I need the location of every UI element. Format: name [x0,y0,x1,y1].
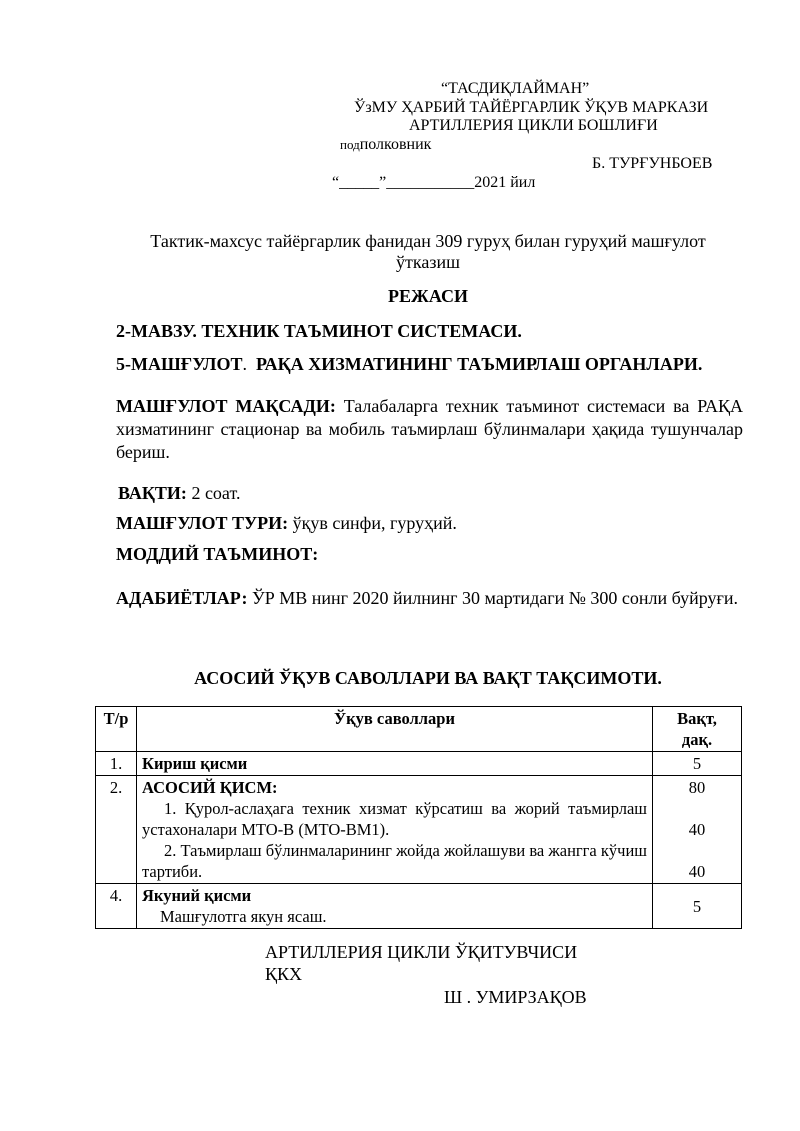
time-label: ВАҚТИ: [118,483,187,503]
literature-label: АДАБИЁТЛАР: [116,588,248,608]
row-num: 4. [96,884,137,929]
rank-prefix: под [340,137,360,152]
sub-item: 1. Қурол-аслаҳага техник хизмат кўрсатиш ва жорий таъмирлаш устахоналари МТО-В (МТО-ВМ1). [142,799,647,839]
row-title: Якуний қисми [142,886,252,905]
lesson-heading [116,353,702,376]
approval-org-line1: ЎзМУ ҲАРБИЙ ТАЙЁРГАРЛИК ЎҚУВ МАРКАЗИ [354,99,709,116]
row-content [137,884,653,929]
approval-date-line: “_____”___________2021 йил [332,174,536,191]
goal-text: Талабаларга техник таъминот системаси ва РАҚА хизматининг стационар ва мобиль таъмирлаш бўлинмалари ҳақида тушунчалар бериш. [116,396,744,462]
literature-text: ЎР МВ нинг 2020 йилнинг 30 мартидаги № 300 сонли буйруғи. [251,588,739,608]
row-subtext: Машғулотга якун ясаш. [160,907,327,926]
goal-paragraph [116,395,743,464]
spacer [658,840,736,861]
lesson-title: РАҚА ХИЗМАТИНИНГ ТАЪМИРЛАШ ОРГАНЛАРИ. [255,354,703,374]
header-time-line1: Вақт, [677,709,717,728]
row-time: 5 [653,752,742,776]
sub-item-time: 40 [688,820,706,839]
approval-rank [340,134,431,155]
sub-item-time: 40 [688,862,706,881]
lesson-label: 5-МАШҒУЛОТ [116,354,243,374]
header-questions: Ўқув саволлари [137,707,653,752]
signature-line2: ҚКХ [265,964,303,984]
time-value: 2 соат. [191,483,241,503]
row-time: 5 [653,884,742,929]
type-line [116,512,457,535]
type-label: МАШҒУЛОТ ТУРИ: [116,513,289,533]
rank-text: полковник [359,136,432,153]
lesson-dot: . [242,354,247,374]
table-header-row [96,707,742,752]
table-row [96,752,742,776]
row-content [137,776,653,884]
goal-label: МАШҒУЛОТ МАҚСАДИ: [116,396,336,416]
approval-org-line2: АРТИЛЛЕРИЯ ЦИКЛИ БОШЛИҒИ [409,117,658,134]
intro-line1: Тактик-махсус тайёргарлик фанидан 309 гуруҳ билан гуруҳий машғулот [150,231,706,251]
plan-title: РЕЖАСИ [388,286,468,306]
header-time-line2: дақ. [681,730,713,749]
row-num: 2. [96,776,137,884]
literature-paragraph [116,587,743,610]
row-num: 1. [96,752,137,776]
row-title: АСОСИЙ ҚИСМ: [142,778,278,797]
approval-name: Б. ТУРҒУНБОЕВ [592,155,713,172]
material-label: МОДДИЙ ТАЪМИНОТ: [116,544,319,564]
spacer [658,798,736,819]
time-line [118,482,240,505]
signature-line1: АРТИЛЛЕРИЯ ЦИКЛИ ЎҚИТУВЧИСИ [265,942,578,962]
row-time: 80 [688,778,706,797]
topic-heading: 2-МАВЗУ. ТЕХНИК ТАЪМИНОТ СИСТЕМАСИ. [116,321,522,341]
header-time [653,707,742,752]
sub-item: 2. Таъмирлаш бўлинмаларининг жойда жойлашуви ва жангга кўчиш тартиби. [142,841,647,881]
signature-name: Ш . УМИРЗАҚОВ [444,987,587,1007]
row-title: Кириш қисми [137,752,653,776]
plan-table [95,706,742,929]
row-times [653,776,742,884]
table-row [96,884,742,929]
approval-title: “ТАСДИҚЛАЙМАН” [441,80,590,97]
table-row [96,776,742,884]
header-num: Т/р [96,707,137,752]
intro-line2: ўтказиш [396,252,460,272]
table-title: АСОСИЙ ЎҚУВ САВОЛЛАРИ ВА ВАҚТ ТАҚСИМОТИ. [194,668,662,688]
type-value: ўқув синфи, гуруҳий. [292,513,457,533]
